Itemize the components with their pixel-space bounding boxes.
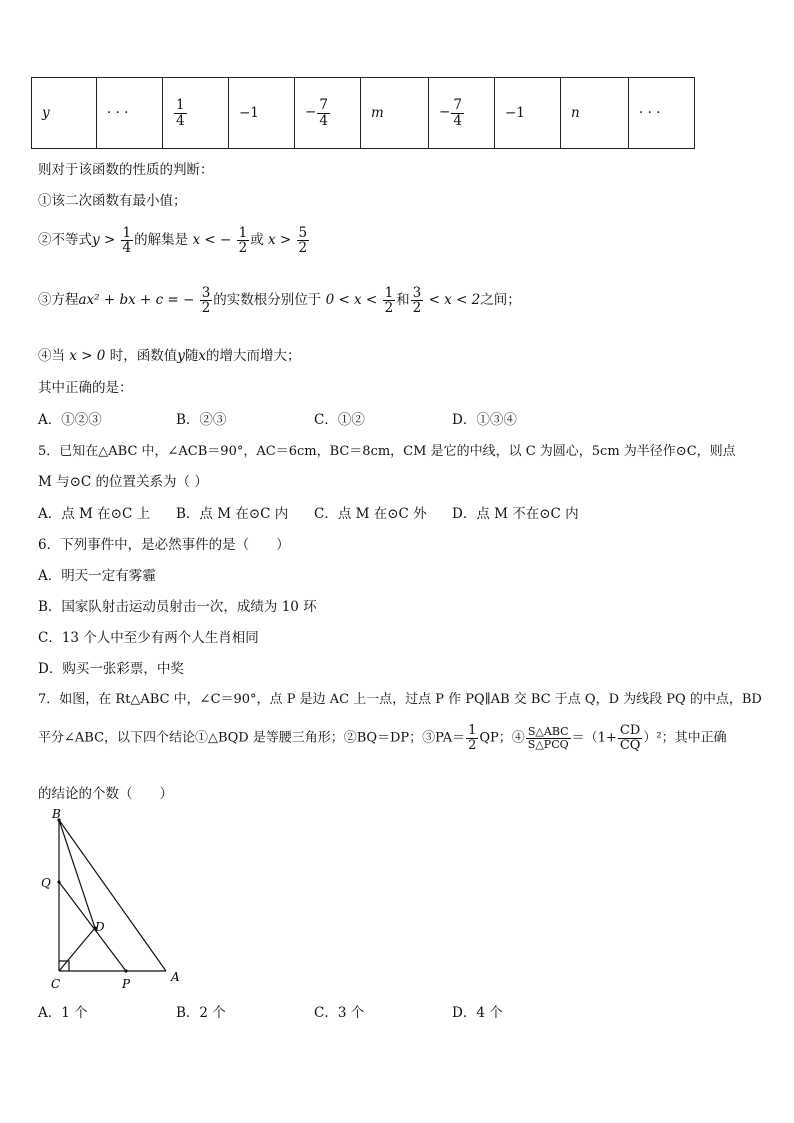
q4-statement-4: ④当 x > 0 时，函数值y随x的增大而增大； <box>38 348 301 364</box>
label-b: B <box>52 808 61 821</box>
q6-option-a: A．明天一定有雾霾 <box>38 568 156 584</box>
q4-option-a: A．①②③ <box>38 412 102 428</box>
segment-ba <box>59 820 166 971</box>
q7-option-c: C．3 个 <box>314 1005 365 1021</box>
q5-option-b: B．点 M 在⊙C 内 <box>176 506 289 522</box>
q4-ask: 其中正确的是： <box>38 380 133 396</box>
q4-option-d: D．①③④ <box>452 412 517 428</box>
segment-bd <box>59 820 95 928</box>
q6-stem: 6．下列事件中，是必然事件的是（ ） <box>38 537 290 553</box>
q4-option-c: C．①② <box>314 412 365 428</box>
q7-stem-line3: 的结论的个数（ ） <box>38 786 173 802</box>
q5-option-c: C．点 M 在⊙C 外 <box>314 506 427 522</box>
table-cell: $\frac{1}{4}$ <box>163 78 229 149</box>
q6-option-d: D．购买一张彩票，中奖 <box>38 661 184 677</box>
q5-option-d: D．点 M 不在⊙C 内 <box>452 506 579 522</box>
table-cell: · · · <box>629 78 695 149</box>
table-cell: n <box>561 78 629 149</box>
table-cell: − $\frac{7}{4}$ <box>429 78 495 149</box>
q7-option-b: B．2 个 <box>176 1005 226 1021</box>
table-cell: −1 <box>229 78 295 149</box>
segment-qp <box>59 882 126 971</box>
q7-option-d: D．4 个 <box>452 1005 503 1021</box>
q4-statement-2: ②不等式y > $\frac{1}{4}$ 的解集是 x < − $\frac{1}{2}$ 或 x > $\frac{5}{2}$ <box>38 225 308 257</box>
q6-option-b: B．国家队射击运动员射击一次，成绩为 10 环 <box>38 599 317 615</box>
table-cell: · · · <box>97 78 163 149</box>
label-q: Q <box>41 876 51 890</box>
label-d: D <box>95 920 105 934</box>
q4-intro: 则对于该函数的性质的判断： <box>38 162 214 178</box>
q5-stem-line1: 5．已知在△ABC 中，∠ACB＝90°，AC＝6cm，BC＝8cm，CM 是它的中线，以 C 为圆心，5cm 为半径作⊙C，则点 <box>38 444 736 459</box>
segment-cd <box>59 928 95 971</box>
q4-option-b: B．②③ <box>176 412 227 428</box>
table-row-label: y <box>32 78 97 149</box>
q6-option-c: C．13 个人中至少有两个人生肖相同 <box>38 630 259 646</box>
label-c: C <box>51 977 61 991</box>
q5-option-a: A．点 M 在⊙C 上 <box>38 506 151 522</box>
q5-stem-line2: M 与⊙C 的位置关系为（ ） <box>38 474 208 490</box>
table-row <box>32 78 695 149</box>
table-cell: −1 <box>495 78 561 149</box>
table-cell: m <box>361 78 429 149</box>
q4-statement-3: ③方程ax² + bx + c = − $\frac{3}{2}$ 的实数根分别位于 0 < x < $\frac{1}{2}$ 和 $\frac{3}{2}$ < x < 2之间； <box>38 285 521 317</box>
q4-statement-1: ①该二次函数有最小值； <box>38 193 187 209</box>
table-cell: − $\frac{7}{4}$ <box>295 78 361 149</box>
label-a: A <box>171 970 180 984</box>
q7-triangle-figure <box>35 808 195 993</box>
label-p: P <box>122 977 131 991</box>
q7-option-a: A．1 个 <box>38 1005 88 1021</box>
q7-stem-line2: 平分∠ABC，以下四个结论①△BQD 是等腰三角形；②BQ＝DP；③PA＝ $\frac{1}{2}$ QP；④ $\frac{\text{S△ABC}}{\text{S△PCQ}}$ ＝（1+ $\frac{CD}{CQ}$ ）²；其中正确 <box>38 723 727 753</box>
q7-stem-line1: 7．如图，在 Rt△ABC 中，∠C＝90°，点 P 是边 AC 上一点，过点 P 作 PQ∥AB 交 BC 于点 Q，D 为线段 PQ 的中点，BD <box>38 692 762 707</box>
value-table <box>31 77 695 149</box>
